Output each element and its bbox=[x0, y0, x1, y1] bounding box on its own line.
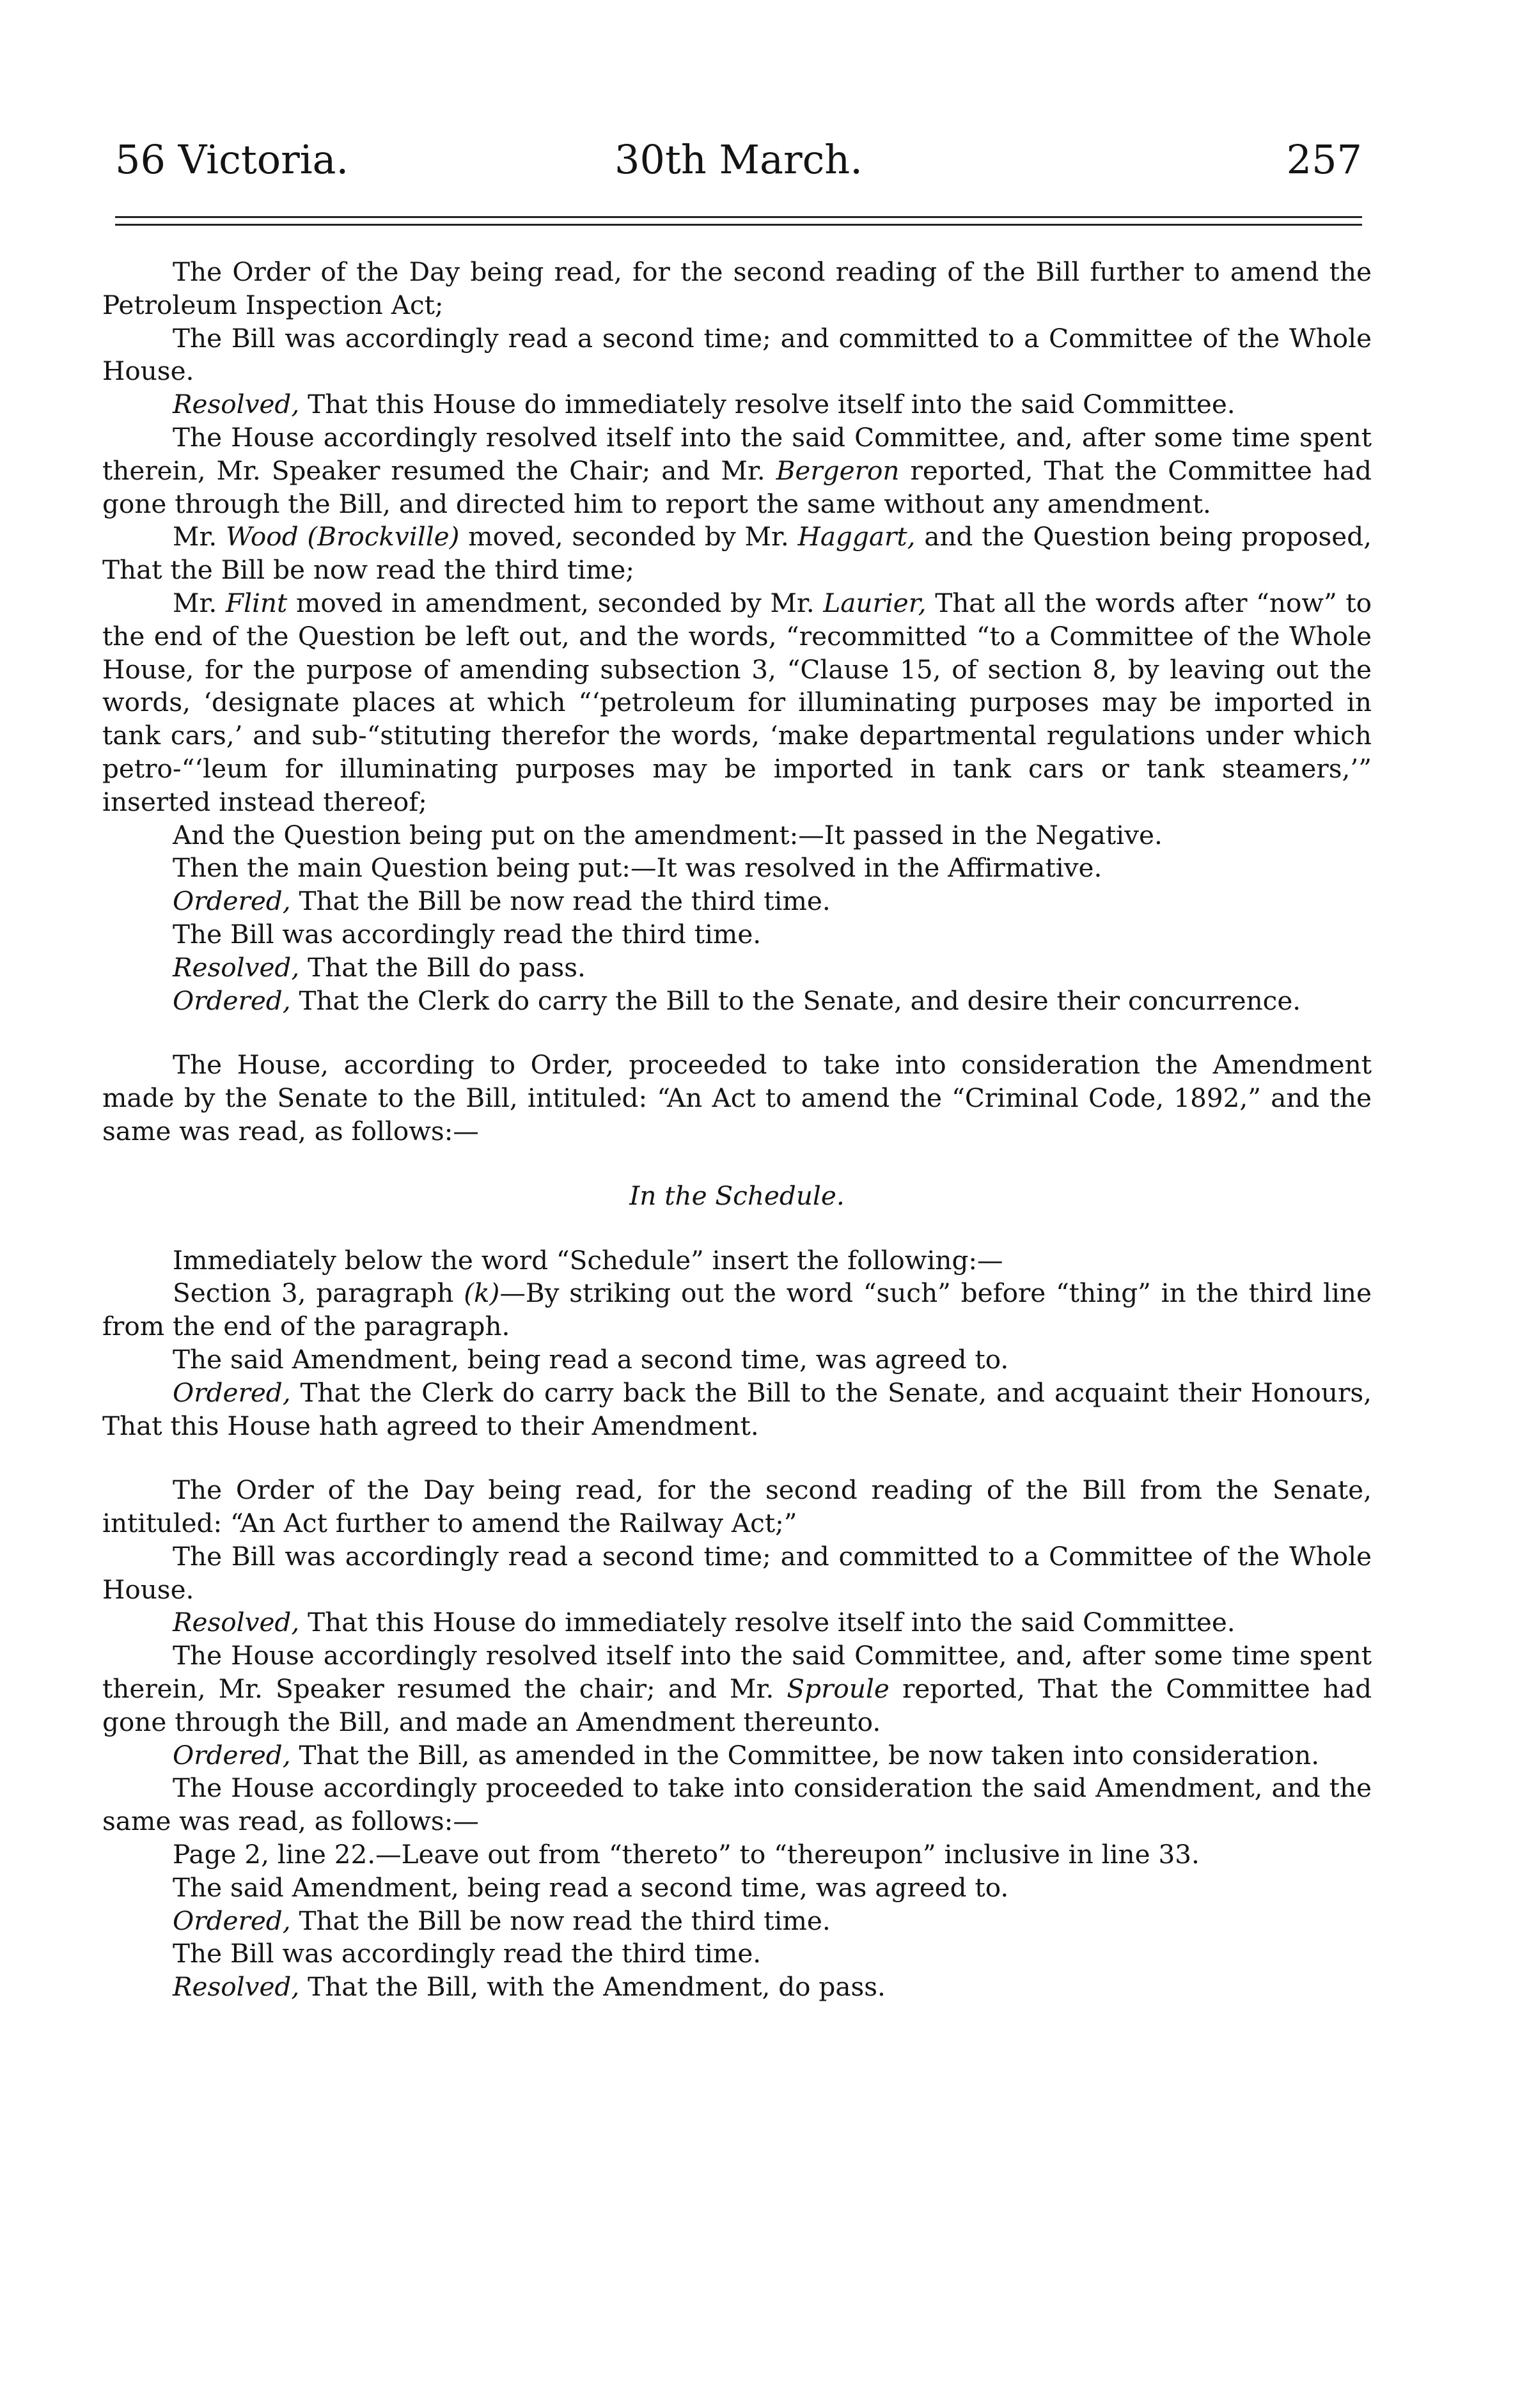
page-number: 257 bbox=[1286, 136, 1362, 183]
paragraph: The Bill was accordingly read the third time. bbox=[173, 918, 762, 950]
paragraph: Page 2, line 22.—Leave out from “thereto” to “thereupon” inclusive in line 33. bbox=[173, 1839, 1200, 1870]
page-header bbox=[115, 131, 1362, 189]
session-label: 56 Victoria. bbox=[115, 136, 349, 183]
paragraph: Resolved, That the Bill, with the Amendment, do pass. bbox=[173, 1971, 886, 2003]
schedule-heading: In the Schedule. bbox=[629, 1180, 845, 1211]
paragraph: Mr. Flint moved in amendment, seconded by Mr. Laurier, That all the words after “now” to the end of the Question be left out, and the words, “recommitted “to a Committee of the Whole House, for the purpose of amending subsection 3, “Clause 15, of section 8, by leaving out the words, ‘designate places at which “‘petroleum for illuminating purposes may be imported in tank cars,’ and sub-“stituting therefor the words, ‘make departmental regulations under which petro-“‘leum for illuminating purposes may be imported in tank cars or tank steamers,’” inserted instead thereof; bbox=[102, 587, 1372, 817]
paragraph: Then the main Question being put:—It was resolved in the Affirmative. bbox=[173, 852, 1102, 884]
paragraph: Mr. Wood (Brockville) moved, seconded by Mr. Haggart, and the Question being proposed, That the Bill be now read the third time; bbox=[102, 521, 1372, 586]
paragraph: The House accordingly resolved itself into the said Committee, and, after some time spent therein, Mr. Speaker resumed the chair; and Mr. Sproule reported, That the Committee had gone through the Bill, and made an Amendment thereunto. bbox=[102, 1640, 1372, 1737]
paragraph: Resolved, That the Bill do pass. bbox=[173, 951, 586, 983]
paragraph: Ordered, That the Clerk do carry back the Bill to the Senate, and acquaint their Honours, That this House hath agreed to their Amendment. bbox=[102, 1377, 1372, 1441]
paragraph: The Bill was accordingly read the third time. bbox=[173, 1938, 762, 1969]
paragraph: Section 3, paragraph (k)—By striking out the word “such” before “thing” in the third line from the end of the paragraph. bbox=[102, 1278, 1372, 1342]
paragraph: The said Amendment, being read a second time, was agreed to. bbox=[173, 1872, 1009, 1903]
paragraph: The Order of the Day being read, for the second reading of the Bill from the Senate, intituled: “An Act further to amend the Railway Act;” bbox=[102, 1474, 1372, 1539]
paragraph: Immediately below the word “Schedule” insert the following:— bbox=[173, 1244, 1003, 1276]
paragraph: The House accordingly proceeded to take into consideration the said Amendment, and the same was read, as follows:— bbox=[102, 1772, 1372, 1837]
paragraph: Ordered, That the Bill be now read the third time. bbox=[173, 886, 831, 917]
paragraph: Resolved, That this House do immediately resolve itself into the said Committee. bbox=[173, 389, 1235, 420]
paragraph: Resolved, That this House do immediately resolve itself into the said Committee. bbox=[173, 1607, 1235, 1638]
paragraph: The House, according to Order, proceeded to take into consideration the Amendment made by the Senate to the Bill, intituled: “An Act to amend the “Criminal Code, 1892,” and the same was read, as follows:— bbox=[102, 1049, 1372, 1146]
paragraph: And the Question being put on the amendment:—It passed in the Negative. bbox=[173, 819, 1163, 850]
paragraph: The House accordingly resolved itself into the said Committee, and, after some time spent therein, Mr. Speaker resumed the Chair; and Mr. Bergeron reported, That the Committee had gone through the Bill, and directed him to report the same without any amendment. bbox=[102, 421, 1372, 519]
paragraph: The Bill was accordingly read a second time; and committed to a Committee of the Whole House. bbox=[102, 322, 1372, 387]
journal-body bbox=[102, 256, 1372, 2004]
paragraph: Ordered, That the Bill, as amended in the Committee, be now taken into consideration. bbox=[173, 1739, 1320, 1771]
date-label: 30th March. bbox=[615, 136, 863, 183]
paragraph: The Bill was accordingly read a second time; and committed to a Committee of the Whole House. bbox=[102, 1540, 1372, 1605]
paragraph: The Order of the Day being read, for the second reading of the Bill further to amend the Petroleum Inspection Act; bbox=[102, 256, 1372, 320]
header-rule-top bbox=[115, 216, 1362, 218]
header-rule-bottom bbox=[115, 224, 1362, 226]
paragraph: Ordered, That the Bill be now read the third time. bbox=[173, 1905, 831, 1936]
paragraph: The said Amendment, being read a second time, was agreed to. bbox=[173, 1343, 1009, 1375]
paragraph: Ordered, That the Clerk do carry the Bill to the Senate, and desire their concurrence. bbox=[173, 985, 1301, 1016]
